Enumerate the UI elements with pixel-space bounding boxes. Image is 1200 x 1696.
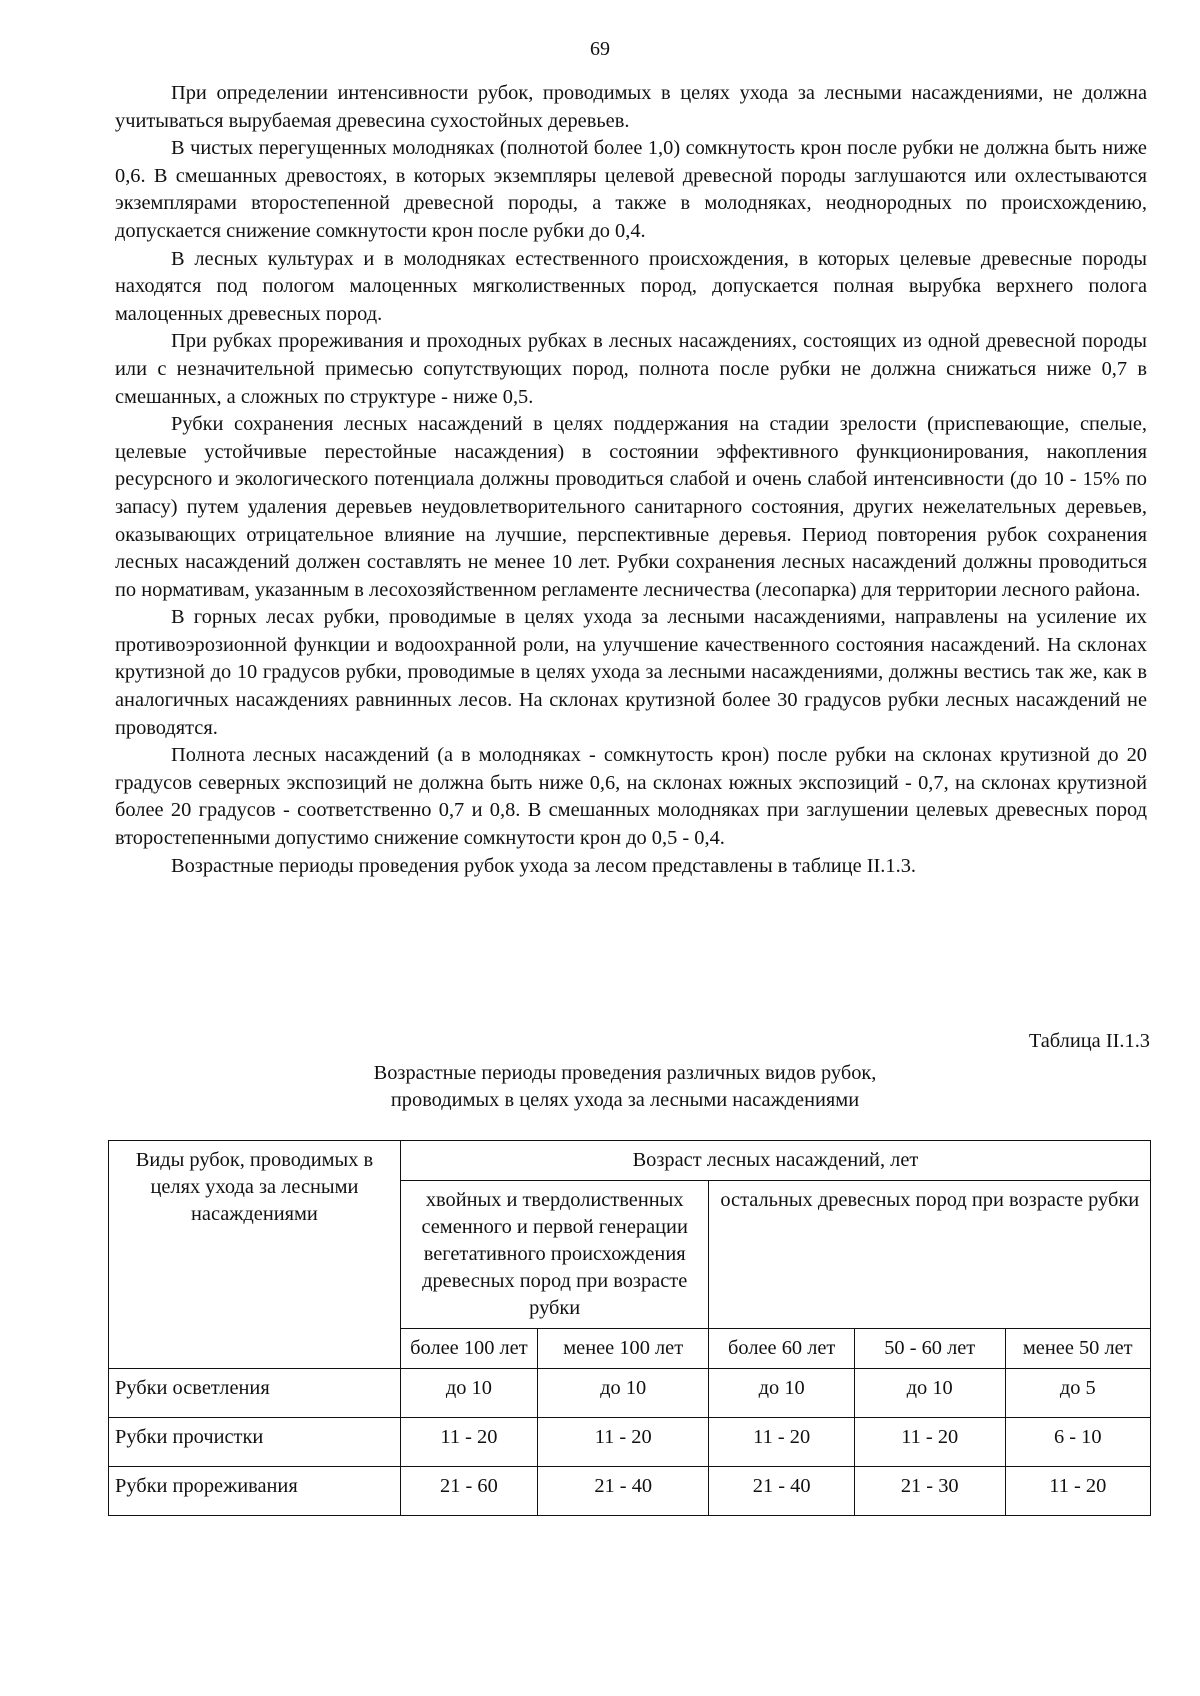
table-cell: до 10 xyxy=(854,1369,1005,1418)
table-cell: 21 - 40 xyxy=(709,1467,854,1516)
subheader-cell: 50 - 60 лет xyxy=(854,1329,1005,1369)
body-text xyxy=(115,80,1147,880)
subheader-cell: менее 50 лет xyxy=(1005,1329,1150,1369)
table-row xyxy=(109,1418,1151,1467)
table-header-row xyxy=(109,1141,1151,1181)
paragraph: В лесных культурах и в молодняках естественного происхождения, в которых целевые древесные породы находятся под пологом малоценных мягколиственных пород, допускается полная вырубка верхнего полога малоценных древесных пород. xyxy=(115,247,1147,325)
paragraph: При определении интенсивности рубок, проводимых в целях ухода за лесными насаждениями, не должна учитываться вырубаемая древесина сухостойных деревьев. xyxy=(115,82,1147,132)
table-cell: 21 - 30 xyxy=(854,1467,1005,1516)
table-cell: 21 - 60 xyxy=(400,1467,537,1516)
paragraph: Полнота лесных насаждений (а в молодняках - сомкнутость крон) после рубки на склонах крутизной до 20 градусов северных экспозиций не должна быть ниже 0,6, на склонах южных экспозиций - 0,7, на склонах крутизной более 20 градусов - соответственно 0,7 и 0,8. В смешанных молодняках при заглушении целевых древесных пород второстепенными допустимо снижение сомкнутости крон до 0,5 - 0,4. xyxy=(115,744,1147,850)
paragraph: Возрастные периоды проведения рубок ухода за лесом представлены в таблице II.1.3. xyxy=(171,854,916,877)
table-cell: 11 - 20 xyxy=(537,1418,709,1467)
table-cell: до 10 xyxy=(400,1369,537,1418)
subheader-cell: более 100 лет xyxy=(400,1329,537,1369)
row-cut-name: Рубки прочистки xyxy=(109,1418,401,1467)
header-group-conifer: хвойных и твердолиственных семенного и первой генерации вегетативного происхождения древесных пород при возрасте рубки xyxy=(400,1181,709,1329)
paragraph: В горных лесах рубки, проводимые в целях ухода за лесными насаждениями, направлены на усиление их противоэрозионной функции и водоохранной роли, на улучшение качественного состояния насаждений. На склонах крутизной до 10 градусов рубки, проводимые в целях ухода за лесными насаждениями, должны вестись так же, как в аналогичных насаждениях равнинных лесов. На склонах крутизной более 30 градусов рубки лесных насаждений не проводятся. xyxy=(115,606,1147,739)
table-cell: 11 - 20 xyxy=(709,1418,854,1467)
table-title-line: проводимых в целях ухода за лесными насаждениями xyxy=(390,1089,860,1111)
table-row xyxy=(109,1369,1151,1418)
table-caption: Таблица II.1.3 xyxy=(1028,1030,1150,1052)
header-group-other: остальных древесных пород при возрасте рубки xyxy=(709,1181,1151,1329)
header-age: Возраст лесных насаждений, лет xyxy=(400,1141,1150,1181)
table-cell: до 10 xyxy=(709,1369,854,1418)
age-periods-table xyxy=(108,1140,1151,1516)
row-cut-name: Рубки прореживания xyxy=(109,1467,401,1516)
subheader-cell: менее 100 лет xyxy=(537,1329,709,1369)
table-cell: до 5 xyxy=(1005,1369,1150,1418)
table-cell: 11 - 20 xyxy=(854,1418,1005,1467)
subheader-cell: более 60 лет xyxy=(709,1329,854,1369)
paragraph: В чистых перегущенных молодняках (полнотой более 1,0) сомкнутость крон после рубки не должна быть ниже 0,6. В смешанных древостоях, в которых экземпляры целевой древесной породы заглушаются или охлестываются экземплярами второстепенной древесной породы, а также в молодняках, неоднородных по происхождению, допускается снижение сомкнутости крон после рубки до 0,4. xyxy=(115,137,1147,242)
table-title xyxy=(0,1060,1200,1114)
table-cell: 11 - 20 xyxy=(1005,1467,1150,1516)
row-cut-name: Рубки осветления xyxy=(109,1369,401,1418)
header-cut-kind: Виды рубок, проводимых в целях ухода за лесными насаждениями xyxy=(109,1141,401,1369)
paragraph: При рубках прореживания и проходных рубках в лесных насаждениях, состоящих из одной древесной породы или с незначительной примесью сопутствующих пород, полнота после рубки не должна снижаться ниже 0,7 в смешанных, а сложных по структуре - ниже 0,5. xyxy=(115,330,1147,408)
table-cell: 21 - 40 xyxy=(537,1467,709,1516)
table-cell: до 10 xyxy=(537,1369,709,1418)
table-cell: 11 - 20 xyxy=(400,1418,537,1467)
table-cell: 6 - 10 xyxy=(1005,1418,1150,1467)
table-title-line: Возрастные периоды проведения различных видов рубок, xyxy=(373,1062,877,1084)
paragraph: Рубки сохранения лесных насаждений в целях поддержания на стадии зрелости (приспевающие, спелые, целевые устойчивые перестойные насаждения) в состоянии эффективного функционирования, накопления ресурсного и экологического потенциала должны проводиться слабой и очень слабой интенсивности (до 10 - 15% по запасу) путем удаления деревьев неудовлетворительного санитарного состояния, других нежелательных деревьев, оказывающих отрицательное влияние на лучшие, перспективные деревья. Период повторения рубок сохранения лесных насаждений должен составлять не менее 10 лет. Рубки сохранения лесных насаждений должны проводиться по нормативам, указанным в лесохозяйственном регламенте лесничества (лесопарка) для территории лесного района. xyxy=(115,413,1147,601)
table-row xyxy=(109,1467,1151,1516)
page-number: 69 xyxy=(590,38,610,60)
